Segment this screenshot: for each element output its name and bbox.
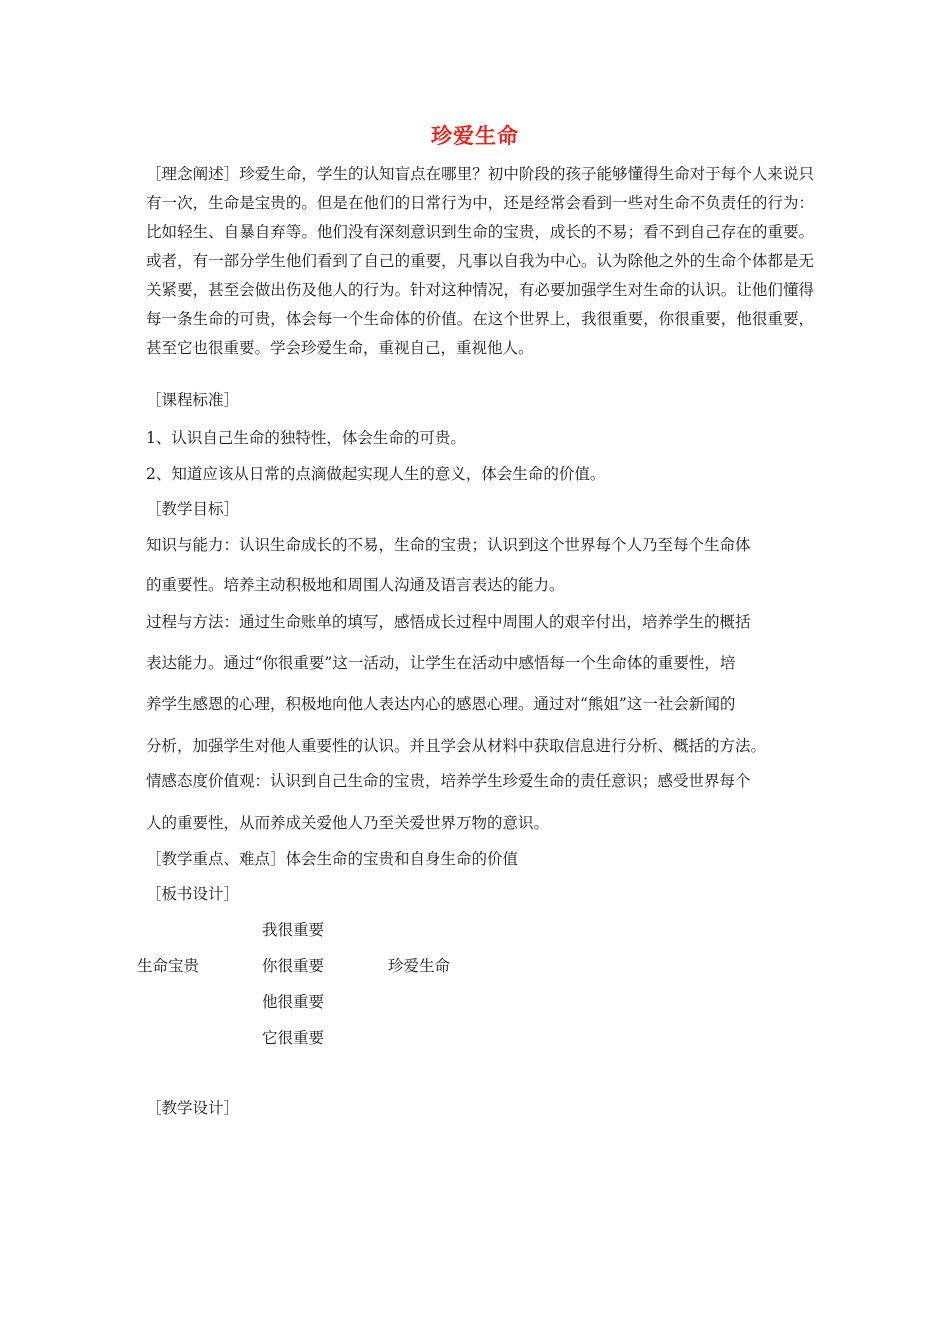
design-heading: ［教学设计］	[146, 1099, 240, 1117]
board-item: 你很重要	[262, 957, 325, 975]
goal-process-line-2: 表达能力。通过“你很重要”这一活动，让学生在活动中感悟每一个生命体的重要性，培	[146, 654, 736, 672]
goals-heading: ［教学目标］	[146, 500, 240, 518]
curriculum-item-2: 2、知道应该从日常的点滴做起实现人生的意义，体会生命的价值。	[146, 465, 606, 483]
document-title: 珍爱生命	[431, 123, 519, 148]
goal-emotion-line-1: 情感态度价值观：认识到自己生命的宝贵，培养学生珍爱生命的责任意识；感受世界每个	[146, 772, 751, 790]
curriculum-heading: ［课程标准］	[146, 391, 240, 409]
board-item: 它很重要	[262, 1029, 325, 1047]
board-heading: ［板书设计］	[146, 885, 240, 903]
board-left-label: 生命宝贵	[137, 957, 200, 975]
goal-knowledge-line-1: 知识与能力：认识生命成长的不易，生命的宝贵；认识到这个世界每个人乃至每个生命体	[146, 536, 751, 554]
goal-knowledge-line-2: 的重要性。培养主动积极地和周围人沟通及语言表达的能力。	[146, 576, 565, 594]
concept-paragraph: ［理念阐述］珍爱生命，学生的认知盲点在哪里？初中阶段的孩子能够懂得生命对于每个人来说只有一次，生命是宝贵的。但是在他们的日常行为中，还是经常会看到一些对生命不负责任的行为：比如轻生、自暴自弃等。他们没有深刻意识到生命的宝贵，成长的不易；看不到自己存在的重要。或者，有一部分学生他们看到了自己的重要，凡事以自我为中心。认为除他之外的生命个体都是无关紧要，甚至会做出伤及他人的行为。针对这种情况，有必要加强学生对生命的认识。让他们懂得每一条生命的可贵，体会每一个生命体的价值。在这个世界上，我很重要，你很重要，他很重要，甚至它也很重要。学会珍爱生命，重视自己，重视他人。	[146, 165, 814, 357]
board-right-label: 珍爱生命	[388, 957, 451, 975]
board-item: 他很重要	[262, 993, 325, 1011]
curriculum-item-1: 1、认识自己生命的独特性，体会生命的可贵。	[146, 429, 466, 447]
goal-emotion-line-2: 人的重要性，从而养成关爱他人乃至关爱世界万物的意识。	[146, 814, 550, 832]
goal-process-line-4: 分析，加强学生对他人重要性的认识。并且学会从材料中获取信息进行分析、概括的方法。	[146, 737, 767, 755]
goal-process-line-1: 过程与方法：通过生命账单的填写，感悟成长过程中周围人的艰辛付出，培养学生的概括	[146, 613, 751, 631]
key-points: ［教学重点、难点］体会生命的宝贵和自身生命的价值	[146, 850, 519, 868]
goal-process-line-3: 养学生感恩的心理，积极地向他人表达内心的感恩心理。通过对“熊姐”这一社会新闻的	[146, 695, 736, 713]
board-item: 我很重要	[262, 921, 325, 939]
